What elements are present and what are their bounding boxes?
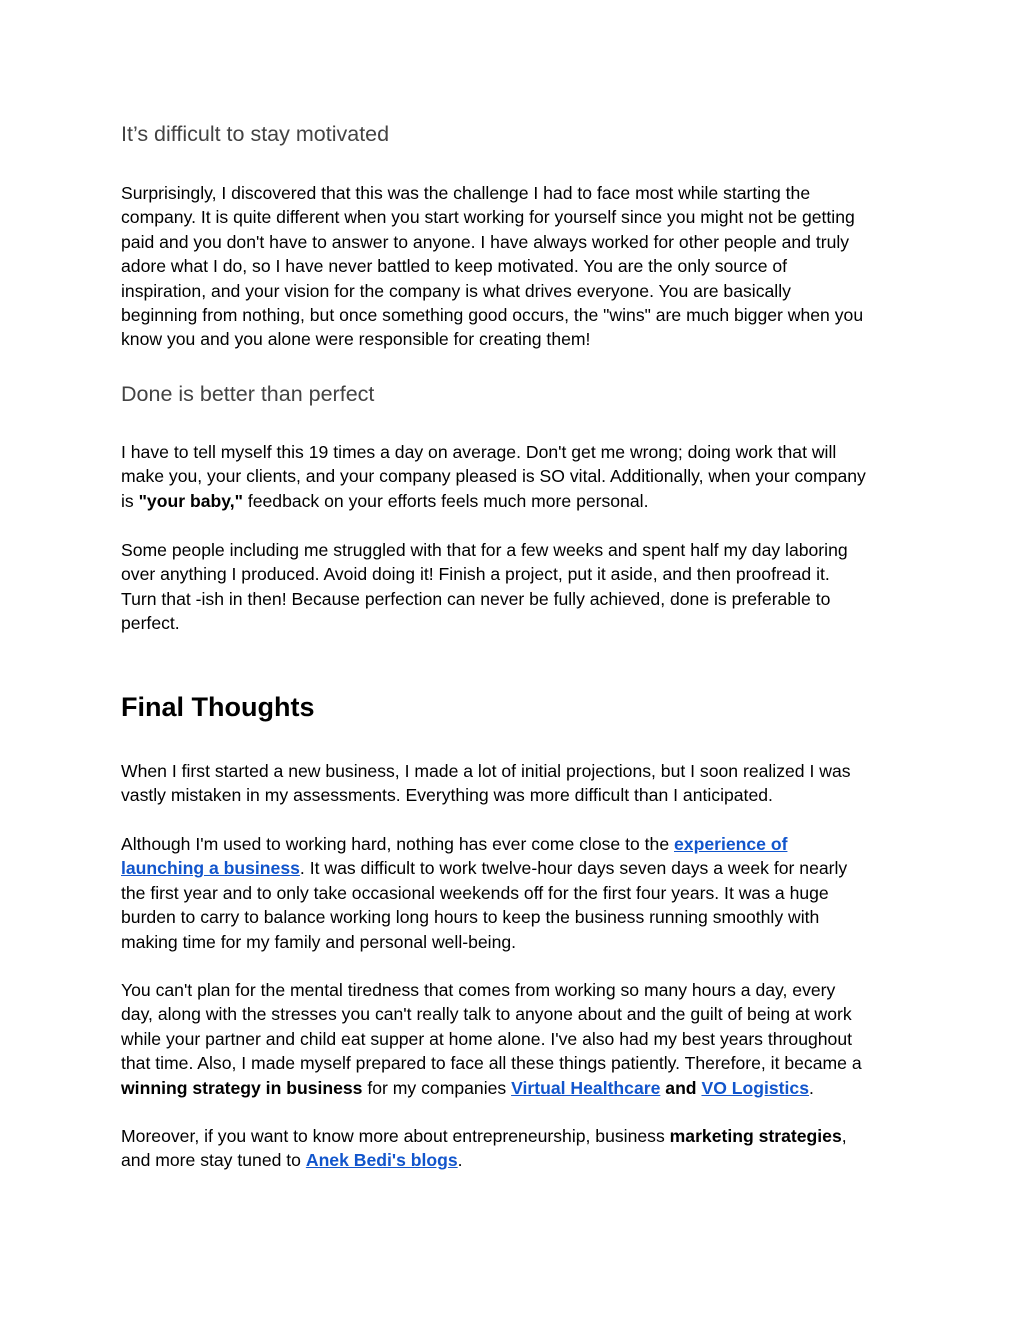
text-line: adore what I do, so I have never battled to keep motivated. You are the only source of xyxy=(121,256,788,277)
text-segment: and more stay tuned to xyxy=(121,1150,306,1171)
text-line: You can't plan for the mental tiredness that comes from working so many hours a day, every xyxy=(121,980,836,1000)
text-segment: . xyxy=(457,1150,463,1171)
text-line: that time. Also, I made myself prepared to face all these things patiently. Therefore, it became a xyxy=(121,1053,862,1074)
text-line: day, along with the stresses you can't really talk to anyone about and the guilt of being at work xyxy=(121,1004,852,1025)
paragraph-final-2 xyxy=(121,832,911,954)
text-line: know you and you alone were responsible for creating them! xyxy=(121,329,591,350)
link-anek-bedi-blogs[interactable]: Anek Bedi's blogs xyxy=(305,1150,458,1171)
text-segment: is xyxy=(121,490,139,511)
link-experience-of-launching-cont[interactable]: launching a business xyxy=(121,858,300,879)
text-line: When I first started a new business, I made a lot of initial projections, but I soon realized I was xyxy=(121,761,851,781)
text-line xyxy=(121,1124,911,1148)
text-segment: , xyxy=(841,1126,847,1146)
text-line: Surprisingly, I discovered that this was the challenge I had to face most while starting the xyxy=(121,183,811,203)
text-line xyxy=(121,832,911,856)
text-line: the first year and to only take occasional weekends off for the first four years. It was a huge xyxy=(121,882,829,903)
paragraph-done-1 xyxy=(121,440,911,513)
bold-winning-strategy: winning strategy in business xyxy=(121,1077,363,1098)
text-line: Turn that -ish in then! Because perfection can never be fully achieved, done is preferable to xyxy=(121,588,831,609)
text-line xyxy=(121,1076,911,1100)
text-line: beginning from nothing, but once something good occurs, the "wins" are much bigger when you xyxy=(121,305,864,326)
link-vo-logistics[interactable]: VO Logistics xyxy=(701,1077,809,1098)
text-line: perfect. xyxy=(121,613,180,634)
heading-stay-motivated: It’s difficult to stay motivated xyxy=(121,122,390,146)
text-line: paid and you don't have to answer to anyone. I have always worked for other people and truly xyxy=(121,231,850,252)
heading-done-better: Done is better than perfect xyxy=(121,382,375,406)
text-segment: . It was difficult to work twelve-hour days seven days a week for nearly xyxy=(299,858,848,879)
text-line: vastly mistaken in my assessments. Everything was more difficult than I anticipated. xyxy=(121,785,773,806)
bold-your-baby: "your baby," xyxy=(138,490,243,511)
text-line: company. It is quite different when you start working for yourself since you might not be getting xyxy=(121,207,855,228)
text-line: while your partner and child eat supper at home alone. I've also had my best years throughout xyxy=(121,1028,852,1049)
heading-final-thoughts: Final Thoughts xyxy=(121,692,315,722)
paragraph-done-2 xyxy=(121,538,911,636)
text-line: burden to carry to balance working long hours to keep the business running smoothly with xyxy=(121,907,820,928)
bold-and: and xyxy=(660,1077,702,1098)
link-virtual-healthcare[interactable]: Virtual Healthcare xyxy=(511,1077,661,1098)
text-segment: . xyxy=(809,1077,814,1098)
bold-marketing-strategies: marketing strategies xyxy=(669,1126,842,1146)
link-experience-of-launching[interactable]: experience of xyxy=(674,834,788,854)
text-line: making time for my family and personal well-being. xyxy=(121,931,517,952)
paragraph-motivation xyxy=(121,181,911,352)
text-segment: for my companies xyxy=(362,1077,512,1098)
text-line: I have to tell myself this 19 times a day on average. Don't get me wrong; doing work that will xyxy=(121,442,837,462)
text-line: make you, your clients, and your company pleased is SO vital. Additionally, when your company xyxy=(121,466,866,487)
text-line xyxy=(121,489,911,513)
text-line xyxy=(121,856,911,880)
text-segment: feedback on your efforts feels much more personal. xyxy=(242,490,649,511)
text-line: Some people including me struggled with that for a few weeks and spent half my day laboring xyxy=(121,540,848,560)
text-segment: Although I'm used to working hard, nothing has ever come close to the xyxy=(121,834,674,854)
text-line xyxy=(121,1148,911,1172)
text-line: inspiration, and your vision for the company is what drives everyone. You are basically xyxy=(121,280,791,301)
text-line: over anything I produced. Avoid doing it! Finish a project, put it aside, and then proofread it. xyxy=(121,564,830,585)
paragraph-final-4 xyxy=(121,1124,911,1173)
paragraph-final-3 xyxy=(121,978,911,1100)
paragraph-final-1 xyxy=(121,759,911,808)
text-segment: Moreover, if you want to know more about entrepreneurship, business xyxy=(121,1126,670,1146)
